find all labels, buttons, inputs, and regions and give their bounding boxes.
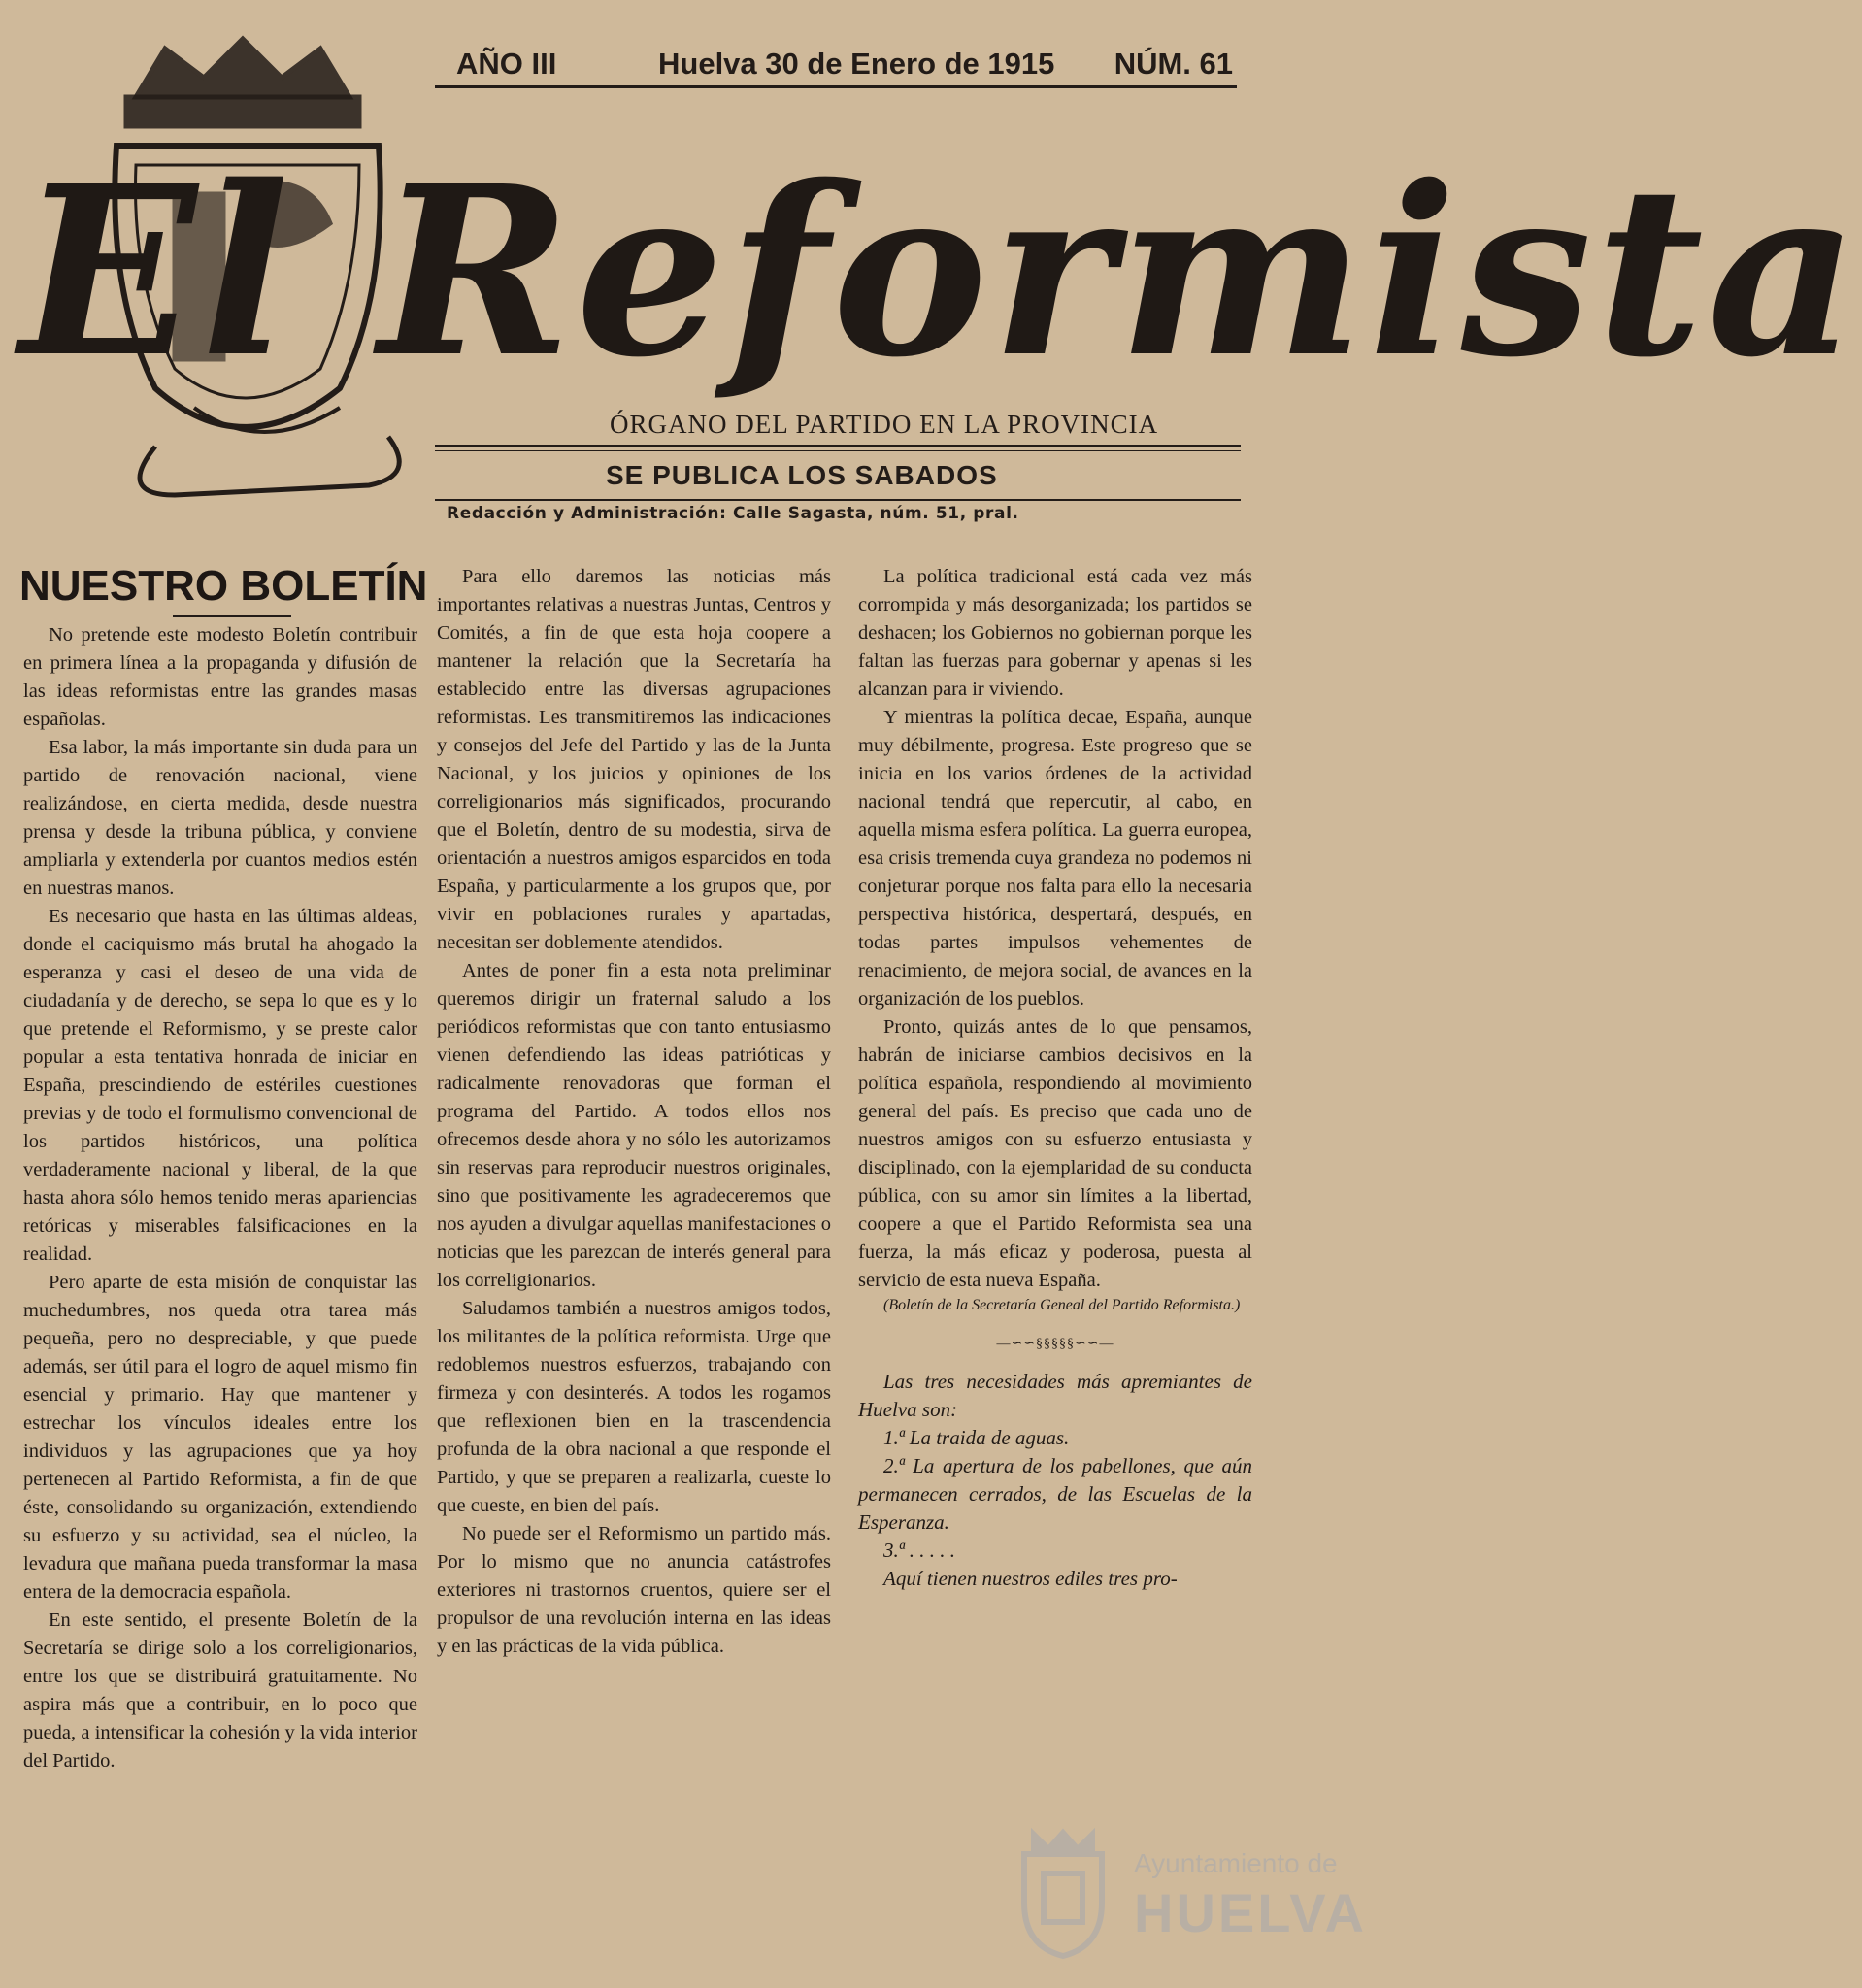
masthead-rule — [435, 85, 1237, 88]
masthead-organ: ÓRGANO DEL PARTIDO EN LA PROVINCIA — [610, 410, 1159, 439]
masthead-frequency: SE PUBLICA LOS SABADOS — [606, 460, 998, 490]
column-2 — [437, 563, 831, 1661]
article-paragraph: Es necesario que hasta en las últimas aldeas, donde el caciquismo más brutal ha ahogado la esperanza y casi el deseo de una vida de ciudadanía y de derecho, se sepa lo que es y lo que pretende el Reformismo, y se preste calor popular a esta tentativa honrada de iniciar en España, prescindiendo de estériles cuestiones previas y de todo el formulismo convencional de los partidos históricos, una política verdaderamente nacional y liberal, de la que hasta ahora sólo hemos tenido meras apariencias retóricas y miserables falsificaciones en la realidad. — [23, 906, 417, 1265]
article-paragraph: No pretende este modesto Boletín contribuir en primera línea a la propaganda y difusión de las ideas reformistas entre las grandes masas españolas. — [23, 624, 417, 730]
article-paragraph: Esa labor, la más importante sin duda para un partido de renovación nacional, viene realizándose, en cierta medida, desde nuestra prensa y desde la tribuna pública, y conviene ampliarla y extenderla por cuantos medios estén en nuestras manos. — [23, 737, 417, 899]
masthead-topline — [456, 47, 1233, 89]
article-paragraph: Y mientras la política decae, España, aunque muy débilmente, progresa. Este progreso que se inicia en los varios órdenes de la actividad nacional tendrá que repercutir, al cabo, en aquella misma esfera política. La guerra europea, esa crisis tremenda cuya grandeza no podemos ni conjeturar porque nos falta para ello la necesaria perspectiva histórica, despertará, después, en todas partes impulsos vehementes de renacimiento, de mejora social, de avances en la organización de los pueblos. — [858, 707, 1252, 1010]
masthead-address: Redacción y Administración: Calle Sagasta, núm. 51, pral. — [447, 504, 1019, 523]
article-paragraph: Saludamos también a nuestros amigos todos, los militantes de la política reformista. Urge que redoblemos nuestros esfuerzos, trabajando con firmeza y con desinterés. A todos les rogamos que reflexionen bien en la trascendencia profunda de la obra nacional a que responde el Partido, y que se preparen a realizarla, cueste lo que cueste, en bien del país. — [437, 1298, 831, 1516]
needs-intro: Las tres necesidades más apremiantes de Huelva son: — [858, 1370, 1252, 1421]
article-paragraph: Pronto, quizás antes de lo que pensamos, habrán de iniciarse cambios decisivos en la política española, respondiendo al movimiento general del país. Es preciso que cada uno de nuestros amigos con su esfuerzo entusiasta y disciplinado, con la ejemplaridad de su conducta pública, con su amor sin límites a la libertad, coopere a que el Partido Reformista sea una fuerza, la más eficaz y poderosa, puesta al servicio de esta nueva España. — [858, 1016, 1252, 1291]
column-1 — [23, 621, 417, 1775]
headline-rule — [173, 615, 291, 617]
article-source: (Boletín de la Secretaría Geneal del Partido Reformista.) — [883, 1297, 1241, 1313]
watermark-text: HUELVA — [1134, 1882, 1367, 1943]
watermark-text: Ayuntamiento de — [1134, 1848, 1338, 1878]
article-paragraph: La política tradicional está cada vez más corrompida y más desorganizada; los partidos se deshacen; los Gobiernos no gobiernan porque les faltan las fuerzas para gobernar y apenas si les alcanzan para ir viviendo. — [858, 566, 1252, 700]
masthead-rule — [435, 450, 1241, 451]
needs-item: 1.ª La traida de aguas. — [883, 1426, 1070, 1449]
column-3 — [858, 563, 1252, 1593]
issue-year: AÑO III — [456, 47, 557, 81]
issue-number: NÚM. 61 — [1114, 47, 1233, 81]
masthead-rule — [435, 499, 1241, 501]
article-paragraph: Para ello daremos las noticias más importantes relativas a nuestras Juntas, Centros y Comités, a fin de que esta hoja coopere a mantener la relación que la Secretaría ha establecido entre las diversas agrupaciones reformistas. Les transmitiremos las indicaciones y consejos del Jefe del Partido y las de la Junta Nacional, y los juicios y opiniones de los correligionarios más significados, procurando que el Boletín, dentro de su modestia, sirva de orientación a nuestros amigos esparcidos en toda España, y particularmente a los grupos que, por vivir en poblaciones rurales y apartadas, necesitan ser doblemente atendidos. — [437, 566, 831, 953]
article-headline: NUESTRO BOLETÍN — [19, 562, 428, 610]
issue-date: Huelva 30 de Enero de 1915 — [658, 47, 1055, 81]
newspaper-title: El Reformista — [19, 135, 1862, 409]
needs-item: 3.ª . . . . . — [883, 1539, 956, 1562]
needs-item: 2.ª La apertura de los pabellones, que aún permanecen cerrados, de las Escuelas de la Esperanza. — [858, 1454, 1252, 1534]
article-paragraph: Antes de poner fin a esta nota preliminar queremos dirigir un fraternal saludo a los periódicos reformistas que con tanto entusiasmo vienen defendiendo las ideas patrióticas y radicalmente renovadoras que forman el programa del Partido. A todos ellos nos ofrecemos desde ahora y no sólo les autorizamos sin reservas para reproducir nuestros originales, sino que positivamente les agradeceremos que nos ayuden a divulgar aquellas manifestaciones o noticias que les parezcan de interés general para los correligionarios. — [437, 960, 831, 1291]
needs-closing: Aquí tienen nuestros ediles tres pro- — [883, 1567, 1178, 1590]
masthead-rule — [435, 445, 1241, 447]
article-paragraph: Pero aparte de esta misión de conquistar las muchedumbres, nos queda otra tarea más pequeña, pero no despreciable, y que puede además, ser útil para el logro de aquel mismo fin esencial y primario. Hay que mantener y estrechar los vínculos ideales entre los individuos y las agrupaciones que ya hoy pertenecen al Partido Reformista, a fin de que éste, consolidando su organización, extendiendo su esfuerzo y su actividad, sea el núcleo, la levadura que mañana pueda transformar la masa entera de la democracia española. — [23, 1272, 417, 1603]
ornament-divider: —∽∽§§§§§∽∽— — [996, 1337, 1114, 1351]
city-shield-icon — [1010, 1825, 1116, 1961]
watermark — [1010, 1825, 1367, 1961]
article-paragraph: En este sentido, el presente Boletín de la Secretaría se dirige solo a los correligionarios, entre los que se distribuirá gratuitamente. No aspira más que a contribuir, en lo poco que pueda, a intensificar la cohesión y la vida interior del Partido. — [23, 1609, 417, 1772]
article-paragraph: No puede ser el Reformismo un partido más. Por lo mismo que no anuncia catástrofes exteriores ni trastornos cruentos, quiere ser el propulsor de una revolución interna en las ideas y en las prácticas de la vida pública. — [437, 1523, 831, 1657]
needs-section — [858, 1368, 1252, 1593]
